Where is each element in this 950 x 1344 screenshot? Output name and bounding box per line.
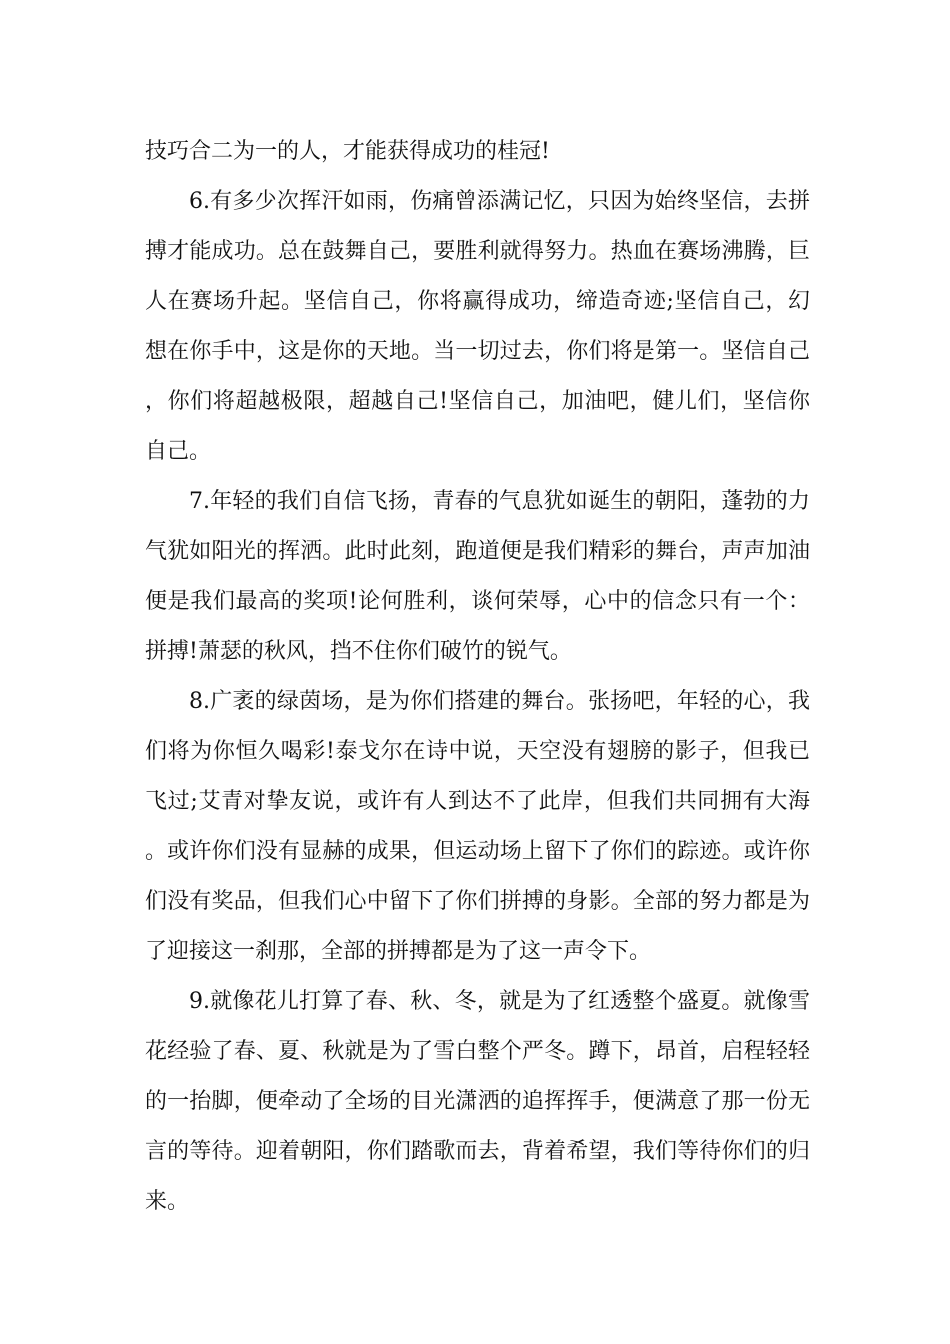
paragraph-7: 7.年轻的我们自信飞扬，青春的气息犹如诞生的朝阳，蓬勃的力气犹如阳光的挥洒。此时此刻，跑道便是我们精彩的舞台，声声加油便是我们最高的奖项!论何胜利，谈何荣辱，心中的信念只有一个：拼搏!萧瑟的秋风，挡不住你们破竹的锐气。 bbox=[145, 489, 810, 664]
paragraph-continuation: 技巧合二为一的人，才能获得成功的桂冠! bbox=[145, 139, 550, 164]
paragraph-8: 8.广袤的绿茵场，是为你们搭建的舞台。张扬吧，年轻的心，我们将为你恒久喝彩!泰戈尔在诗中说，天空没有翅膀的影子，但我已飞过;艾青对挚友说，或许有人到达不了此岸，但我们共同拥有大海。或许你们没有显赫的成果，但运动场上留下了你们的踪迹。或许你们没有奖品，但我们心中留下了你们拼搏的身影。全部的努力都是为了迎接这一刹那，全部的拼搏都是为了这一声令下。 bbox=[145, 689, 810, 964]
paragraph-9: 9.就像花儿打算了春、秋、冬，就是为了红透整个盛夏。就像雪花经验了春、夏、秋就是为了雪白整个严冬。蹲下，昂首，启程轻轻的一抬脚，便牵动了全场的目光潇洒的追挥挥手，便满意了那一份无言的等待。迎着朝阳，你们踏歌而去，背着希望，我们等待你们的归来。 bbox=[145, 989, 810, 1214]
document-body bbox=[145, 127, 810, 1227]
paragraph-6: 6.有多少次挥汗如雨，伤痛曾添满记忆，只因为始终坚信，去拼搏才能成功。总在鼓舞自己，要胜利就得努力。热血在赛场沸腾，巨人在赛场升起。坚信自己，你将赢得成功，缔造奇迹;坚信自己，幻想在你手中，这是你的天地。当一切过去，你们将是第一。坚信自己，你们将超越极限，超越自己!坚信自己，加油吧，健儿们，坚信你自己。 bbox=[145, 189, 810, 464]
